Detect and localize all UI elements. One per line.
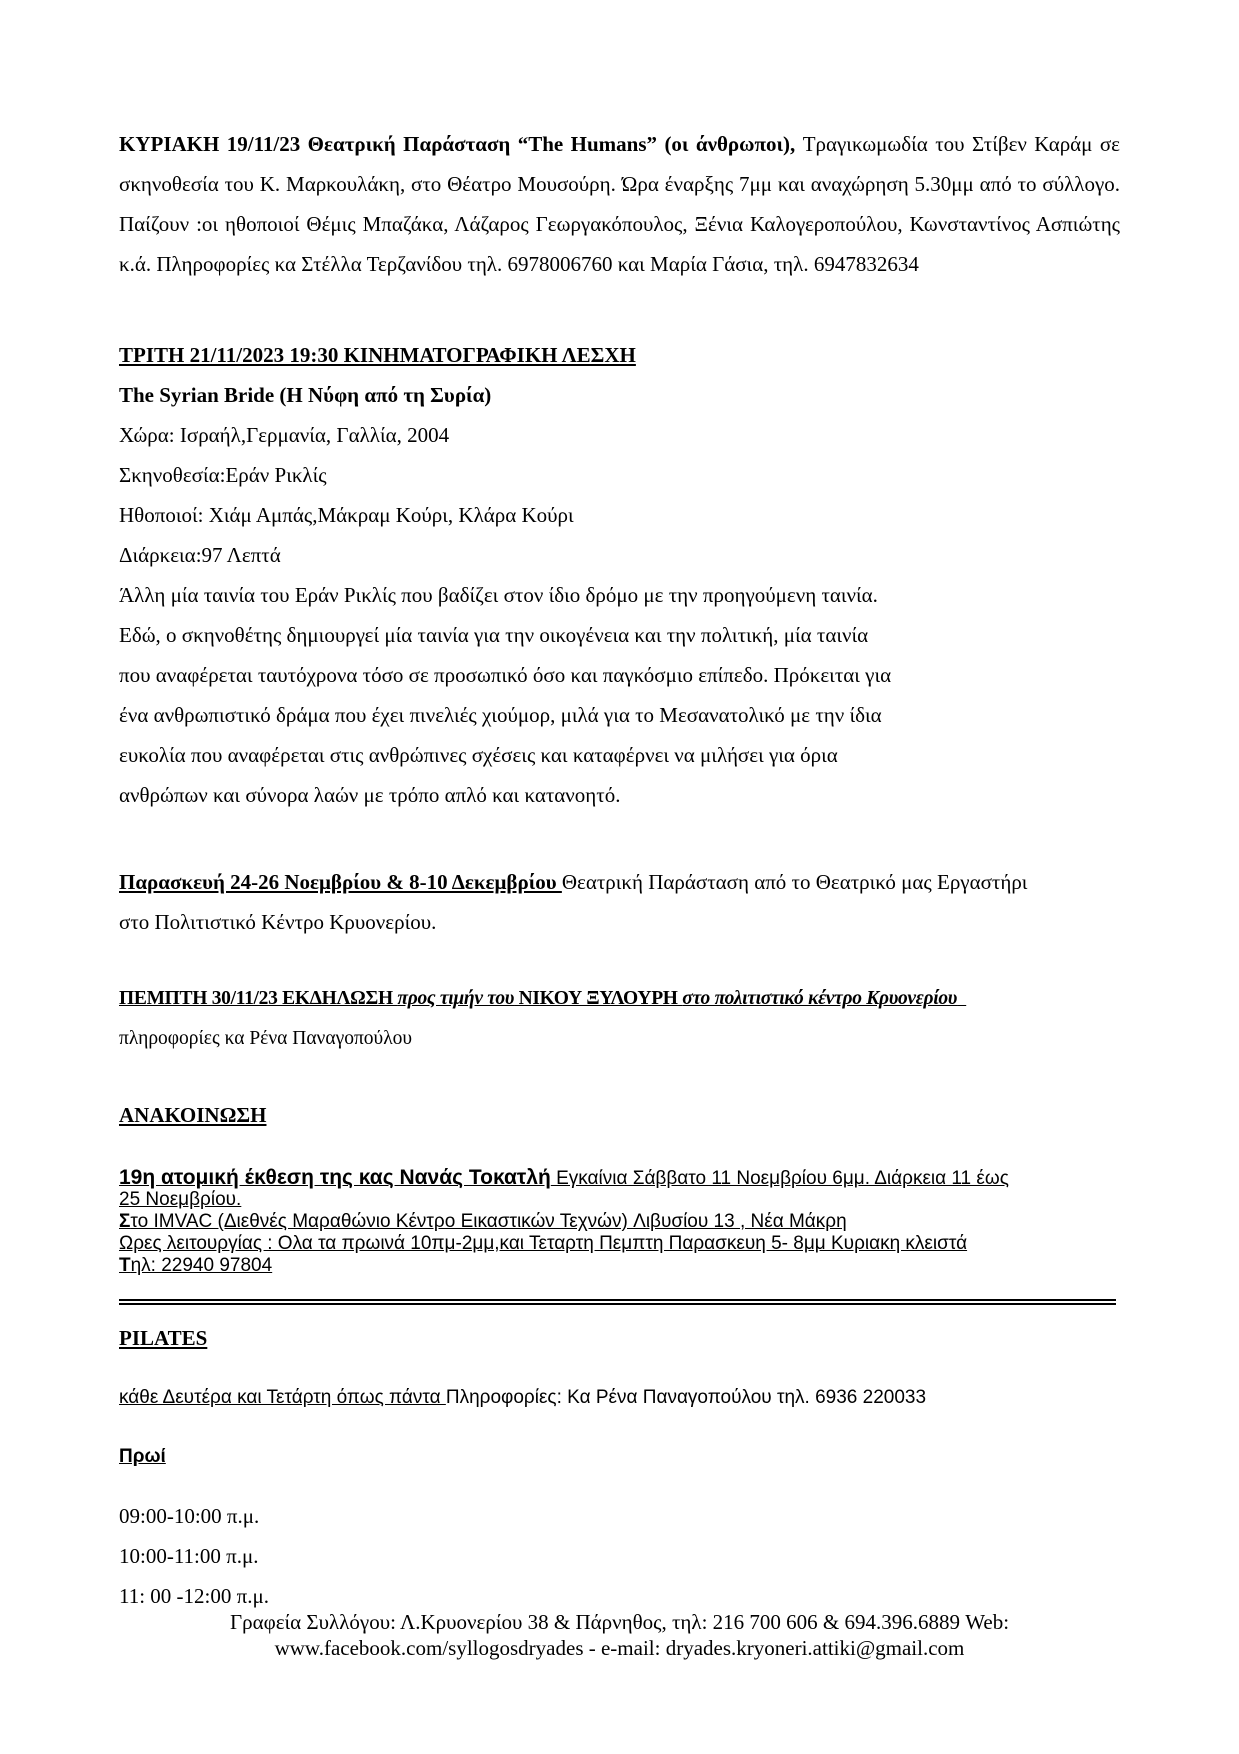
- pilates-schedule-line: [119, 1378, 1120, 1418]
- exhibition-venue: το IMVAC (Διεθνές Μαραθώνιο Κέντρο Εικαστικών Τεχνών) Λιβυσίου 13 , Νέα Μάκρη: [130, 1211, 847, 1232]
- tribute-heading-italic: προς τιμήν του: [397, 988, 515, 1009]
- sunday-event-heading: ΚΥΡΙΑΚΗ 19/11/23 Θεατρική Παράσταση “The Humans” (οι άνθρωποι),: [119, 132, 796, 156]
- exhibition-hours: Ωρες λειτουργίας : Ολα τα πρωινά 10πμ-2μμ,και Τεταρτη Πεμπτη Παρασκευη 5- 8μμ Κυριακη κλειστά: [119, 1233, 968, 1254]
- film-club-section: [119, 335, 1120, 815]
- film-description-line: ευκολία που αναφέρεται στις ανθρώπινες σχέσεις και καταφέρνει να μιλήσει για όρια: [119, 743, 838, 767]
- tribute-heading-date: ΠΕΜΠΤΗ 30/11/23 ΕΚΔΗΛΩΣΗ: [119, 988, 398, 1009]
- exhibition-phone-initial: Τ: [119, 1255, 131, 1276]
- separator-line: [119, 1299, 1116, 1308]
- film-description-line: ανθρώπων και σύνορα λαών με τρόπο απλό και κατανοητό.: [119, 783, 621, 807]
- theater-workshop-dates: Παρασκευή 24-26 Νοεμβρίου & 8-10 Δεκεμβρίου: [119, 870, 562, 894]
- pilates-slots: [119, 1496, 1120, 1616]
- theater-workshop-venue: στο Πολιτιστικό Κέντρο Κρυονερίου.: [119, 910, 437, 934]
- announcement-section: [119, 1095, 1120, 1135]
- sunday-event-body: Τραγικωμωδία του Στίβεν Καράμ σε σκηνοθεσία του Κ. Μαρκουλάκη, στο Θέατρο Μουσούρη. Ώρα έναρξης 7μμ και αναχώρηση 5.30μμ από το σύλλογο. Παίζουν :οι ηθοποιοί Θέμις Μπαζάκα, Λάζαρος Γεωργακόπουλος, Ξένια Καλογεροπούλου, Κωνσταντίνος Ασπιώτης κ.ά. Πληροφορίες κα Στέλλα Τερζανίδου τηλ. 6978006760 και Μαρία Γάσια, τηλ. 6947832634: [119, 132, 1120, 276]
- exhibition-venue-initial: Σ: [119, 1211, 131, 1232]
- film-club-heading: ΤΡΙΤΗ 21/11/2023 19:30 ΚΙΝΗΜΑΤΟΓΡΑΦΙΚΗ ΛΕΣΧΗ: [119, 343, 636, 367]
- exhibition-block: [119, 1167, 1120, 1277]
- exhibition-phone: ηλ: 22940 97804: [130, 1255, 273, 1276]
- theater-workshop-body: Θεατρική Παράσταση από το Θεατρικό μας Εργαστήρι: [561, 870, 1028, 894]
- pilates-info: Πληροφορίες: Κα Ρένα Παναγοπούλου τηλ. 6936 220033: [445, 1387, 927, 1408]
- film-title: The Syrian Bride (Η Νύφη από τη Συρία): [119, 383, 492, 407]
- film-country: Χώρα: Ισραήλ,Γερμανία, Γαλλία, 2004: [119, 423, 450, 447]
- pilates-morning-label-row: [119, 1437, 1120, 1477]
- film-description-line: Άλλη μία ταινία του Εράν Ρικλίς που βαδίζει στον ίδιο δρόμο με την προηγούμενη ταινία.: [119, 583, 878, 607]
- announcement-heading: ΑΝΑΚΟΙΝΩΣΗ: [119, 1103, 267, 1127]
- page-footer: [0, 1609, 1239, 1661]
- film-duration: Διάρκεια:97 Λεπτά: [119, 543, 281, 567]
- pilates-section: [119, 1318, 1120, 1358]
- pilates-heading: PILATES: [119, 1326, 208, 1350]
- film-actors: Ηθοποιοί: Χιάμ Αμπάς,Μάκραμ Κούρι, Κλάρα Κούρι: [119, 503, 574, 527]
- footer-contact: www.facebook.com/syllogosdryades - e-mail: dryades.kryoneri.attiki@gmail.com: [274, 1636, 965, 1660]
- pilates-slot: 09:00-10:00 π.μ.: [119, 1504, 260, 1528]
- tribute-heading-name: ΝΙΚΟΥ ΞΥΛΟΥΡΗ: [514, 988, 683, 1009]
- sunday-event-paragraph: [119, 124, 1120, 284]
- tribute-info: πληροφορίες κα Ρένα Παναγοπούλου: [119, 1028, 413, 1049]
- film-description-line: Εδώ, ο σκηνοθέτης δημιουργεί μία ταινία για την οικογένεια και την πολιτική, μία ταινία: [119, 623, 869, 647]
- film-description-line: ένα ανθρωπιστικό δράμα που έχει πινελιές χιούμορ, μιλά για το Μεσανατολικό με την ίδια: [119, 703, 882, 727]
- pilates-days: κάθε Δευτέρα και Τετάρτη όπως πάντα: [119, 1387, 446, 1408]
- exhibition-end-date: 25 Νοεμβρίου.: [119, 1189, 242, 1210]
- pilates-slot: 10:00-11:00 π.μ.: [119, 1544, 259, 1568]
- pilates-morning-label: Πρωί: [119, 1446, 166, 1467]
- footer-address: Γραφεία Συλλόγου: Λ.Κρυονερίου 38 & Πάρνηθος, τηλ: 216 700 606 & 694.396.6889 Web:: [229, 1610, 1010, 1634]
- exhibition-dates: Εγκαίνια Σάββατο 11 Νοεμβρίου 6μμ. Διάρκεια 11 έως: [550, 1168, 1009, 1189]
- tribute-heading-venue: στο πολιτιστικό κέντρο Κρυονερίου: [682, 988, 958, 1009]
- film-director: Σκηνοθεσία:Εράν Ρικλίς: [119, 463, 327, 487]
- film-description-line: που αναφέρεται ταυτόχρονα τόσο σε προσωπικό όσο και παγκόσμιο επίπεδο. Πρόκειται για: [119, 663, 892, 687]
- exhibition-title: 19η ατομική έκθεση της κας Νανάς Τοκατλή: [119, 1166, 551, 1189]
- pilates-slot: 11: 00 -12:00 π.μ.: [119, 1584, 269, 1608]
- theater-workshop-section: [119, 862, 1120, 942]
- tribute-event-section: [119, 979, 1120, 1059]
